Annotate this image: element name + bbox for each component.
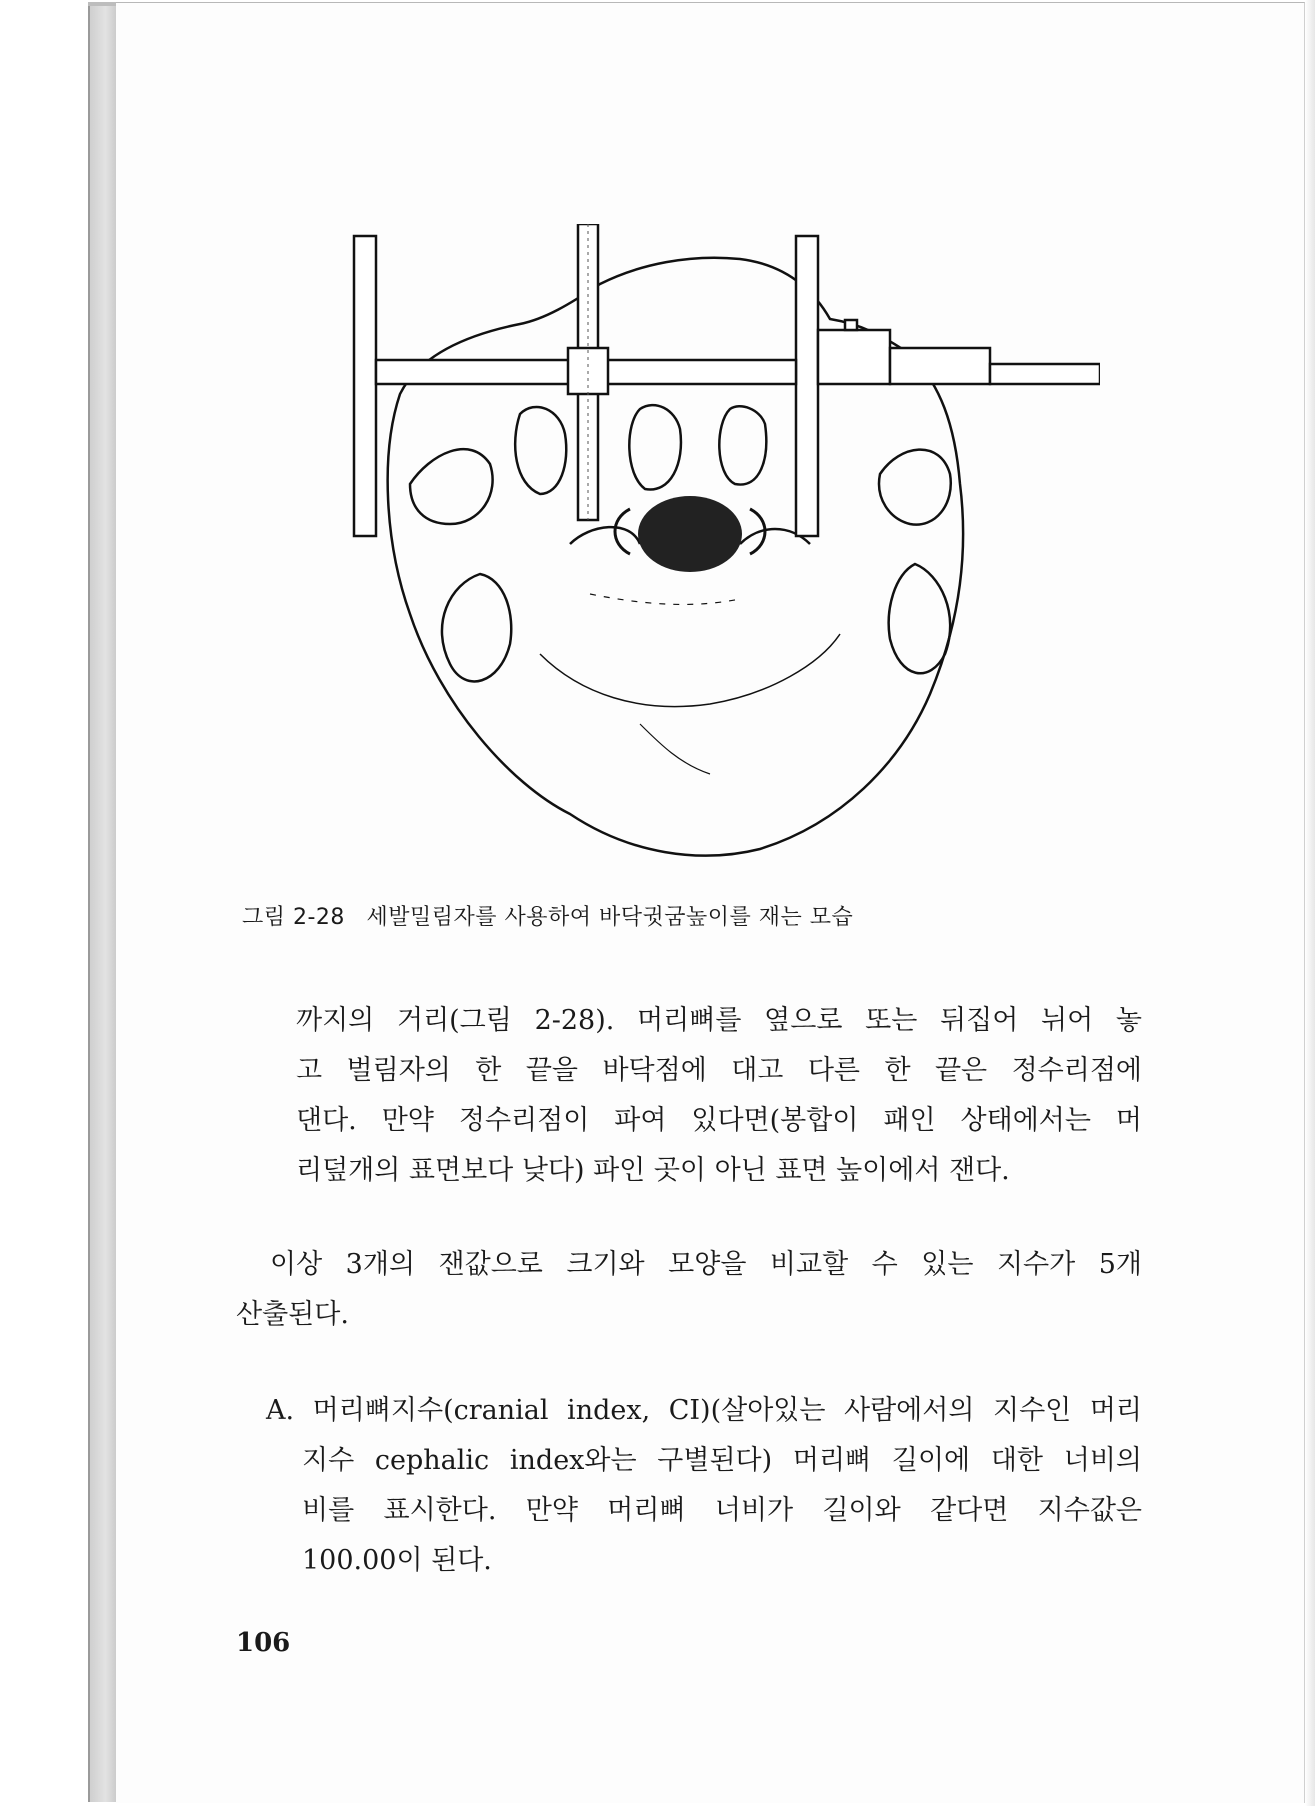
caliper-left-jaw: [354, 236, 376, 536]
paragraph-indices-line1: 이상 3개의 잰값으로 크기와 모양을 비교할 수 있는 지수가 5개: [270, 1249, 1142, 1280]
figure-caption-text: 세발밀림자를 사용하여 바닥귓굼높이를 재는 모습: [366, 905, 854, 930]
paragraph-continuation: [296, 996, 1142, 1196]
page-right-edge: [1305, 0, 1315, 1806]
caliper-right-jaw: [796, 236, 818, 536]
foramen-magnum: [638, 496, 742, 572]
paragraph-cranial-index: [266, 1386, 1142, 1586]
paragraph-line: 100.00이 된다.: [302, 1545, 492, 1576]
paragraph-line: 리덮개의 표면보다 낮다) 파인 곳이 아닌 표면 높이에서 잰다.: [296, 1155, 1010, 1186]
page-number: 106: [236, 1628, 291, 1658]
paragraph-line: 비를 표시한다. 만약 머리뼈 너비가 길이와 같다면 지수값은: [302, 1495, 1142, 1526]
paragraph-line: 고 벌림자의 한 끝을 바닥점에 대고 다른 한 끝은 정수리점에: [296, 1055, 1142, 1086]
skull-caliper-figure: [340, 224, 1100, 874]
caliper-instrument: [354, 224, 1100, 536]
paragraph-line: A. 머리뼈지수(cranial index, CI)(살아있는 사람에서의 지수인 머리: [266, 1395, 1142, 1426]
paragraph-indices-line2: 산출된다.: [236, 1299, 349, 1330]
figure-caption: [242, 900, 1142, 931]
paragraph-line: 댄다. 만약 정수리점이 파여 있다면(봉합이 패인 상태에서는 머: [296, 1105, 1142, 1136]
paragraph-line: 지수 cephalic index와는 구별된다) 머리뼈 길이에 대한 너비의: [302, 1445, 1142, 1476]
paragraph-line: 까지의 거리(그림 2-28). 머리뼈를 옆으로 또는 뒤집어 뉘어 놓: [296, 1005, 1142, 1036]
page-edge: [88, 6, 118, 1802]
skull-caliper-illustration: [340, 224, 1100, 874]
figure-caption-label: 그림 2-28: [242, 905, 345, 930]
